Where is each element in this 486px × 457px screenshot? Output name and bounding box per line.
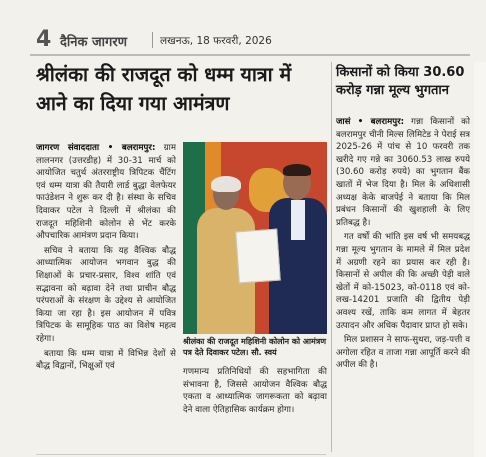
lead-paragraph-1: [36, 142, 176, 243]
lead-headline: श्रीलंका की राजदूत को धम्म यात्रा में आने का दिया गया आमंत्रण: [36, 63, 292, 115]
lead-continuation: गणमान्य प्रतिनिधियों की सहभागिता की संभावना है, जिससे आयोजन वैश्विक बौद्ध एकता व आध्यात्मिक जागरूकता को बढ़ावा देने वाला ऐतिहासिक कार्यक्रम होगा।: [183, 367, 327, 415]
side-paragraph-2: गत वर्षों की भांति इस वर्ष भी समयबद्ध गन्ना मूल्य भुगतान के मामले में मिल प्रदेश में अग्रणी रहने का प्रयास कर रही है। किसानों से अपील की कि अच्छी पेड़ी वाले खेतों में को-15023, को-0118 एवं को-लख-14201 प्रजाति की द्वितीय पेड़ी अवश्य रखें, ताकि कम लागत में बेहतर उत्पादन और अधिक पैदावार प्राप्त हो सके।: [336, 232, 470, 331]
page-edge: [474, 62, 486, 457]
photo-caption: श्रीलंका की राजदूत महिशिनी कोलोन को आमंत्रण पत्र देते दिवाकर पटेल। सौ. स्वयं: [183, 337, 327, 357]
header-rule: [30, 54, 470, 56]
side-body-column: [336, 116, 470, 452]
news-photo: [183, 142, 327, 334]
bottom-rule: [36, 454, 326, 455]
header-divider: [152, 32, 153, 48]
page-number: 4: [36, 27, 52, 52]
side-paragraph-1: [336, 116, 470, 229]
lead-body-column-2: [183, 366, 327, 456]
lead-body-column-1: [36, 142, 176, 447]
column-divider: [331, 62, 332, 452]
lead-paragraph-1-text: ग्राम लालनगर (उत्तरडीह) में 30-31 मार्च को आयोजित चतुर्थ अंतरराष्ट्रीय त्रिपिटक चैंटिंग एवं धम्म यात्रा की तैयारी लार्ड बुद्धा वेलफेयर फाउंडेशन ने शुरू कर दी है। संस्था के सचिव दिवाकर पटेल ने दिल्ली में श्रीलंका की राजदूत महिशिनी कोलोन से भेंट करके औपचारिक आमंत्रण प्रदान किया।: [36, 143, 176, 242]
side-headline: किसानों को किया 30.60 करोड़ गन्ना मूल्य भुगतान: [336, 65, 465, 98]
city-date: लखनऊ, 18 फरवरी, 2026: [160, 35, 272, 47]
side-paragraph-3: मिल प्रशासन ने साफ-सुथरा, जड़-पत्ती व अगोला रहित व ताजा गन्ना आपूर्ति करने की अपील की है।: [336, 335, 470, 371]
lead-dateline: जागरण संवाददाता • बलरामपुर:: [36, 143, 156, 153]
paper-name: दैनिक जागरण: [60, 35, 128, 50]
invitation-letter: [235, 229, 281, 284]
side-dateline: जासं • बलरामपुर:: [336, 117, 405, 127]
lead-paragraph-3: बताया कि धम्म यात्रा में विभिन्न देशों से बौद्ध विद्वानों, भिक्षुओं एवं: [36, 348, 176, 372]
masthead: [0, 28, 486, 52]
lead-paragraph-2: सचिव ने बताया कि यह वैश्विक बौद्ध आध्यात्मिक आयोजन भगवान बुद्ध की शिक्षाओं के प्रचार-प्रसार, विश्व शांति एवं सद्भावना को बढ़ावा देने तथा प्राचीन बौद्ध परंपराओं के संरक्षण के उद्देश्य से आयोजित किया जा रहा है। इस आयोजन में पवित्र त्रिपिटक के सामूहिक पाठ का विशेष महत्व रहेगा।: [36, 245, 176, 344]
side-paragraph-1-text: गन्ना किसानों को बलरामपुर चीनी मिल्स लिमिटेड ने पेराई सत्र 2025-26 में पांच से 10 फरवरी तक खरीदे गए गन्ने का 3060.53 लाख रुपये (30.60 करोड़ रुपये) का भुगतान बैंक खातों में भेज दिया है। मिल के अधिशासी अध्यक्ष केके बाजपेई ने बताया कि मिल प्रबंधन किसानों की खुशहाली के लिए प्रतिबद्ध है।: [336, 117, 470, 228]
